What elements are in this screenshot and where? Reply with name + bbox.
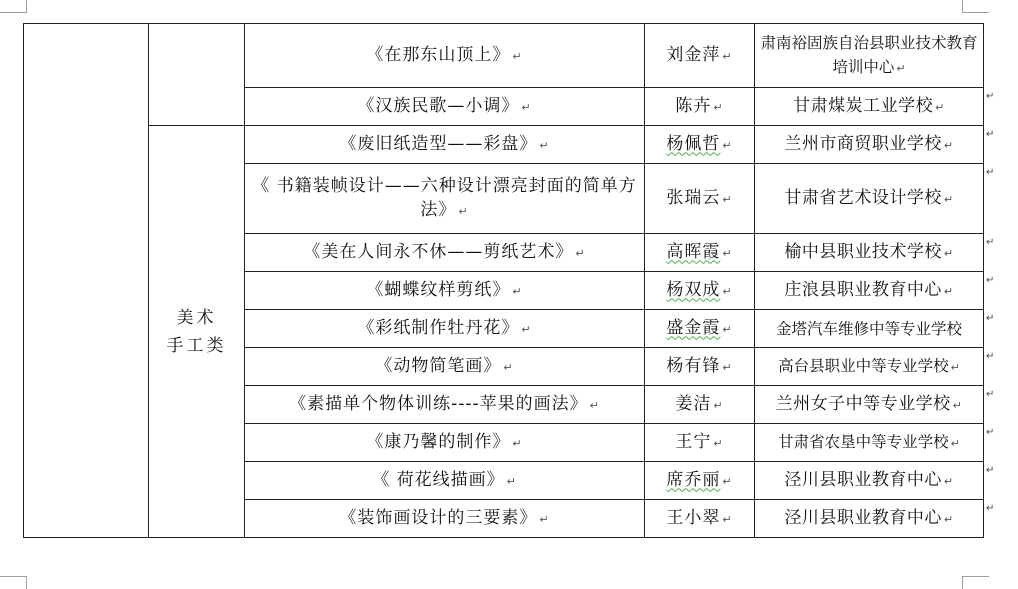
course-title: 《废旧纸造型——彩盘》 xyxy=(339,133,538,154)
school-cell[interactable] xyxy=(755,310,984,348)
row-end-mark-icon: ↵ xyxy=(986,427,995,438)
paragraph-mark-icon: ↵ xyxy=(935,100,945,114)
paragraph-mark-icon: ↵ xyxy=(722,322,733,336)
course-title-cell[interactable] xyxy=(245,126,645,164)
teacher-name: 高晖霞 xyxy=(666,241,721,262)
school-name: 甘肃省农垦中等专业学校 xyxy=(778,432,949,451)
row-end-mark-icon: ↵ xyxy=(986,351,995,362)
course-title-cell[interactable] xyxy=(245,462,645,500)
course-title: 《彩纸制作牡丹花》 xyxy=(357,317,520,338)
paragraph-mark-icon: ↵ xyxy=(943,138,954,152)
teacher-cell[interactable] xyxy=(645,88,755,126)
paragraph-mark-icon: ↵ xyxy=(521,100,532,114)
teacher-name: 王宁 xyxy=(675,431,712,452)
school-cell[interactable] xyxy=(755,272,984,310)
paragraph-mark-icon: ↵ xyxy=(722,192,733,206)
course-title: 《 荷花线描画》 xyxy=(372,469,505,490)
school-cell[interactable] xyxy=(755,386,984,424)
school-name: 甘肃省艺术设计学校 xyxy=(784,187,942,208)
school-name: 甘肃煤炭工业学校 xyxy=(793,95,934,116)
teacher-cell[interactable] xyxy=(645,500,755,538)
blank-category-cell xyxy=(149,24,245,126)
paragraph-mark-icon: ↵ xyxy=(722,474,733,488)
course-title: 《汉族民歌—小调》 xyxy=(357,95,520,116)
paragraph-mark-icon: ↵ xyxy=(952,398,963,412)
teacher-cell[interactable] xyxy=(645,310,755,348)
school-name: 泾川县职业教育中心 xyxy=(784,507,942,528)
school-name: 肃南裕固族自治县职业技术教育培训中心 xyxy=(760,33,978,76)
school-cell[interactable] xyxy=(755,24,984,88)
teacher-name: 杨佩哲 xyxy=(666,133,721,154)
paragraph-mark-icon: ↵ xyxy=(722,49,733,63)
teacher-name: 陈卉 xyxy=(675,95,712,116)
row-end-mark-icon: ↵ xyxy=(986,313,995,324)
course-title: 《在那东山顶上》 xyxy=(366,44,511,65)
category-cell[interactable] xyxy=(149,126,245,538)
school-cell[interactable] xyxy=(755,234,984,272)
paragraph-mark-icon: ↵ xyxy=(575,246,586,260)
teacher-cell[interactable] xyxy=(645,272,755,310)
course-title-cell[interactable] xyxy=(245,234,645,272)
school-name: 金塔汽车维修中等专业学校 xyxy=(775,319,962,338)
paragraph-mark-icon: ↵ xyxy=(722,138,733,152)
paragraph-mark-icon: ↵ xyxy=(943,246,954,260)
school-cell[interactable] xyxy=(755,348,984,386)
paragraph-mark-icon: ↵ xyxy=(950,360,960,374)
school-cell[interactable] xyxy=(755,126,984,164)
paragraph-mark-icon: ↵ xyxy=(713,398,724,412)
course-table xyxy=(23,23,984,538)
category-label xyxy=(167,304,227,360)
school-cell[interactable] xyxy=(755,164,984,234)
teacher-name: 王小翠 xyxy=(666,507,721,528)
row-end-mark-icon: ↵ xyxy=(986,389,995,400)
course-title-cell[interactable] xyxy=(245,88,645,126)
paragraph-mark-icon: ↵ xyxy=(896,61,906,75)
paragraph-mark-icon: ↵ xyxy=(458,204,469,218)
crop-mark-bottom-right xyxy=(962,576,989,589)
school-cell[interactable] xyxy=(755,424,984,462)
course-title: 《蝴蝶纹样剪纸》 xyxy=(366,279,511,300)
paragraph-mark-icon: ↵ xyxy=(713,100,724,114)
paragraph-mark-icon: ↵ xyxy=(722,360,733,374)
school-cell[interactable] xyxy=(755,88,984,126)
teacher-name: 姜洁 xyxy=(675,393,712,414)
teacher-cell[interactable] xyxy=(645,386,755,424)
course-title: 《动物简笔画》 xyxy=(375,355,502,376)
table-row xyxy=(24,24,984,88)
teacher-name: 杨有锋 xyxy=(666,355,721,376)
course-title: 《素描单个物体训练----苹果的画法》 xyxy=(289,393,588,414)
school-cell[interactable] xyxy=(755,500,984,538)
paragraph-mark-icon: ↵ xyxy=(503,360,514,374)
row-end-mark-icon: ↵ xyxy=(986,167,995,178)
row-end-mark-icon: ↵ xyxy=(986,465,995,476)
school-name: 榆中县职业技术学校 xyxy=(784,241,942,262)
paragraph-mark-icon: ↵ xyxy=(506,474,517,488)
teacher-cell[interactable] xyxy=(645,24,755,88)
course-title: 《装饰画设计的三要素》 xyxy=(339,507,538,528)
school-name: 高台县职业中等专业学校 xyxy=(778,356,949,375)
school-name: 庄浪县职业教育中心 xyxy=(784,279,942,300)
course-title: 《美在人间永不休——剪纸艺术》 xyxy=(303,241,574,262)
crop-mark-bottom-left xyxy=(0,576,27,589)
paragraph-mark-icon: ↵ xyxy=(539,138,550,152)
course-title-cell[interactable] xyxy=(245,272,645,310)
teacher-name: 刘金萍 xyxy=(666,44,721,65)
crop-mark-top-right xyxy=(962,0,989,13)
row-end-mark-icon: ↵ xyxy=(986,91,995,102)
row-end-mark-icon: ↵ xyxy=(986,129,995,140)
teacher-cell[interactable] xyxy=(645,126,755,164)
paragraph-mark-icon: ↵ xyxy=(589,398,600,412)
teacher-name: 盛金霞 xyxy=(666,317,721,338)
course-title-cell[interactable] xyxy=(245,164,645,234)
school-name: 兰州市商贸职业学校 xyxy=(784,133,942,154)
row-end-mark-icon: ↵ xyxy=(986,275,995,286)
category-line: 美术 xyxy=(176,307,217,328)
course-title-cell[interactable] xyxy=(245,424,645,462)
paragraph-mark-icon: ↵ xyxy=(521,322,532,336)
teacher-cell[interactable] xyxy=(645,164,755,234)
row-end-mark-icon: ↵ xyxy=(986,237,995,248)
teacher-cell[interactable] xyxy=(645,462,755,500)
school-name: 兰州女子中等专业学校 xyxy=(775,393,951,414)
paragraph-mark-icon: ↵ xyxy=(722,246,733,260)
paragraph-mark-icon: ↵ xyxy=(512,49,523,63)
paragraph-mark-icon: ↵ xyxy=(512,284,523,298)
course-title-cell[interactable] xyxy=(245,500,645,538)
teacher-name: 席乔丽 xyxy=(666,469,721,490)
course-title-cell[interactable] xyxy=(245,348,645,386)
paragraph-mark-icon: ↵ xyxy=(950,436,960,450)
category-line: 手工类 xyxy=(166,335,227,356)
school-cell[interactable] xyxy=(755,462,984,500)
crop-mark-top-left xyxy=(0,0,27,13)
table-row xyxy=(24,126,984,164)
course-title: 《康乃馨的制作》 xyxy=(366,431,511,452)
school-name: 泾川县职业教育中心 xyxy=(784,469,942,490)
teacher-cell[interactable] xyxy=(645,234,755,272)
teacher-name: 张瑞云 xyxy=(666,187,721,208)
teacher-cell[interactable] xyxy=(645,424,755,462)
paragraph-mark-icon: ↵ xyxy=(722,284,733,298)
paragraph-mark-icon: ↵ xyxy=(713,436,724,450)
paragraph-mark-icon: ↵ xyxy=(943,512,954,526)
paragraph-mark-icon: ↵ xyxy=(943,474,954,488)
course-title-cell[interactable] xyxy=(245,386,645,424)
course-title-cell[interactable] xyxy=(245,310,645,348)
course-title-cell[interactable] xyxy=(245,24,645,88)
paragraph-mark-icon: ↵ xyxy=(512,436,523,450)
paragraph-mark-icon: ↵ xyxy=(539,512,550,526)
course-title: 《 书籍装帧设计——六种设计漂亮封面的简单方法》 xyxy=(252,175,637,220)
teacher-name: 杨双成 xyxy=(666,279,721,300)
paragraph-mark-icon: ↵ xyxy=(943,192,954,206)
paragraph-mark-icon: ↵ xyxy=(943,284,954,298)
blank-left-cell xyxy=(24,24,149,538)
paragraph-mark-icon: ↵ xyxy=(722,512,733,526)
row-end-mark-icon: ↵ xyxy=(986,503,995,514)
teacher-cell[interactable] xyxy=(645,348,755,386)
